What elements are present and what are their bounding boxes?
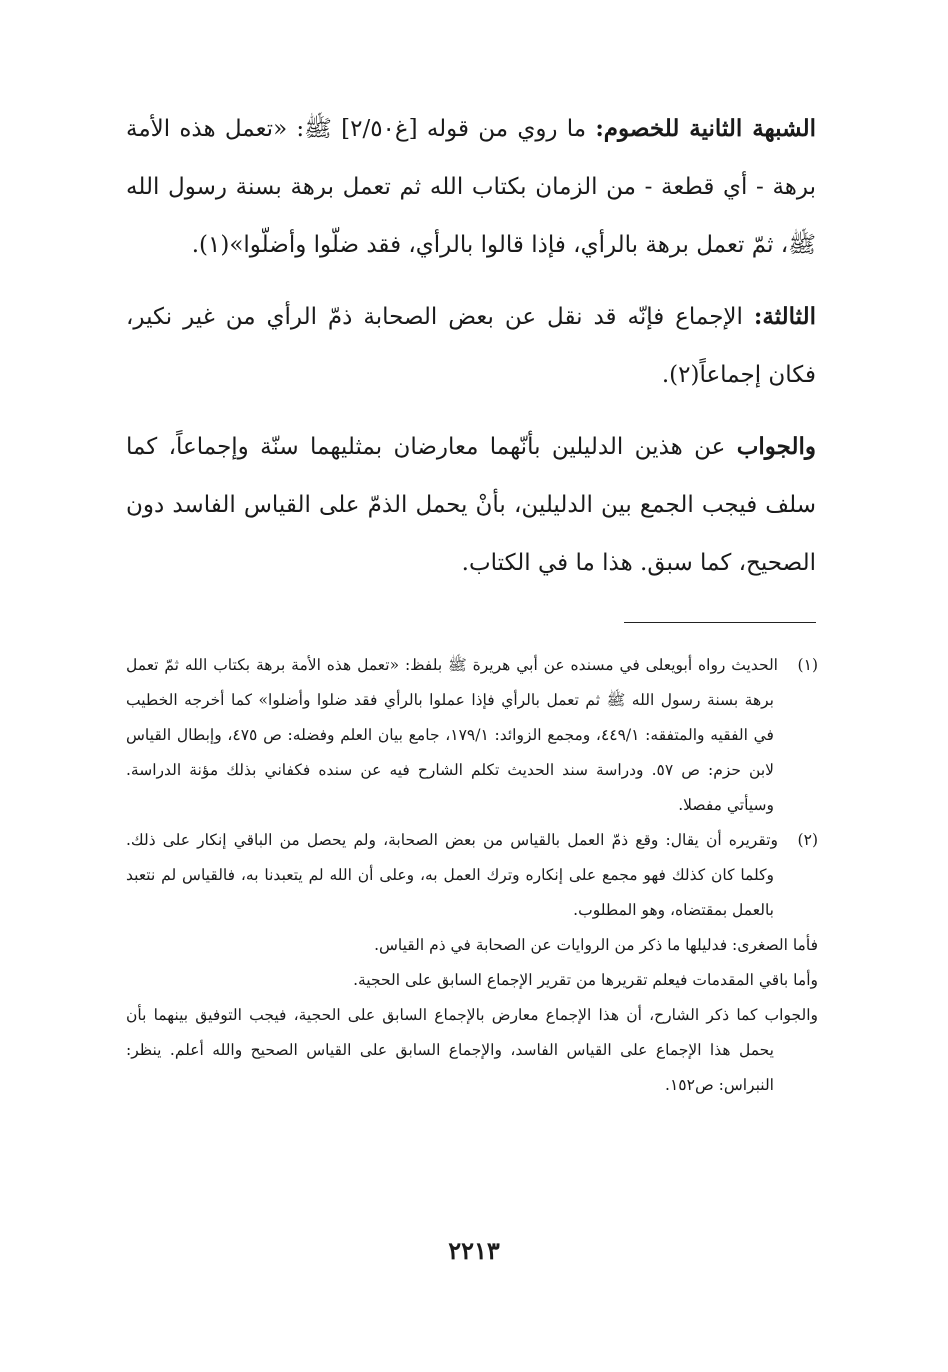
paragraph-answer	[126, 418, 816, 592]
page-number: ٢٢١٣	[448, 1236, 500, 1265]
paragraph-third-objection	[126, 288, 816, 404]
footnote-separator	[624, 622, 816, 623]
main-text	[126, 100, 816, 606]
heading-second-objection: الشبهة الثانية للخصوم:	[595, 115, 816, 142]
footnote-2	[126, 823, 818, 1103]
paragraph-text: الإجماع فإنّه قد نقل عن بعض الصحابة ذمّ الرأي من غير نكير، فكان إجماعاً(٢).	[126, 304, 816, 388]
paragraph-text: ما روي من قوله [غ٢/٥٠] ﷺ: «تعمل هذه الأمة برهة - أي قطعة - من الزمان بكتاب الله ثم تعمل برهة بسنة رسول الله ﷺ، ثمّ تعمل برهة بالرأي، فإذا قالوا بالرأي، فقد ضلّوا وأضلّوا»(١).	[126, 116, 816, 258]
footnote-line: فأما الصغرى: فدليلها ما ذكر من الروايات عن الصحابة في ذم القياس.	[374, 936, 818, 954]
footnote-line: وأما باقي المقدمات فيعلم تقريرها من تقرير الإجماع السابق على الحجية.	[353, 971, 818, 989]
heading-third-objection: الثالثة:	[753, 303, 816, 330]
paragraph-second-objection	[126, 100, 816, 274]
footnote-1	[126, 648, 818, 823]
heading-answer: والجواب	[736, 433, 816, 460]
footnote-number: (٢)	[797, 831, 818, 849]
footnotes	[126, 648, 818, 1103]
paragraph-text: عن هذين الدليلين بأنّهما معارضان بمثليهما سنّة وإجماعاً، كما سلف فيجب الجمع بين الدليلين، بأنْ يحمل الذمّ على القياس الفاسد دون الصحيح، كما سبق. هذا ما في الكتاب.	[126, 434, 816, 576]
footnote-text: الحديث رواه أبويعلى في مسنده عن أبي هريرة ﷺ بلفظ: «تعمل هذه الأمة برهة بكتاب الله ثمّ تعمل برهة بسنة رسول الله ﷺ ثم تعمل بالرأي فإذا عملوا بالرأي فقد ضلوا وأضلوا» كما أخرجه الخطيب في الفقيه والمتفقه: ٤٤٩/١، ومجمع الزوائد: ١٧٩/١، جامع بيان العلم وفضله: ص ٤٧٥، وإبطال القياس لابن حزم: ص ٥٧. ودراسة سند الحديث تكلم الشارح فيه عن سنده فكفاني بذلك مؤنة الدراسة. وسيأتي مفصلا.	[126, 656, 778, 814]
footnote-number: (١)	[797, 656, 818, 674]
footnote-line: والجواب كما ذكر الشارح، أن هذا الإجماع معارض بالإجماع السابق على الحجية، فيجب التوفيق بينهما بأن يحمل هذا الإجماع على القياس الفاسد، والإجماع السابق على القياس الصحيح والله أعلم. ينظر: النبراس: ص١٥٢.	[126, 1006, 818, 1094]
footnote-text: وتقريره أن يقال: وقع ذمّ العمل بالقياس من بعض الصحابة، ولم يحصل من الباقي إنكار على ذلك. وكلما كان كذلك فهو مجمع على إنكاره وترك العمل به، وعلى أن الله لم يتعبدنا به، فالقياس لم نتعبد بالعمل بمقتضاه، وهو المطلوب.	[126, 831, 778, 919]
